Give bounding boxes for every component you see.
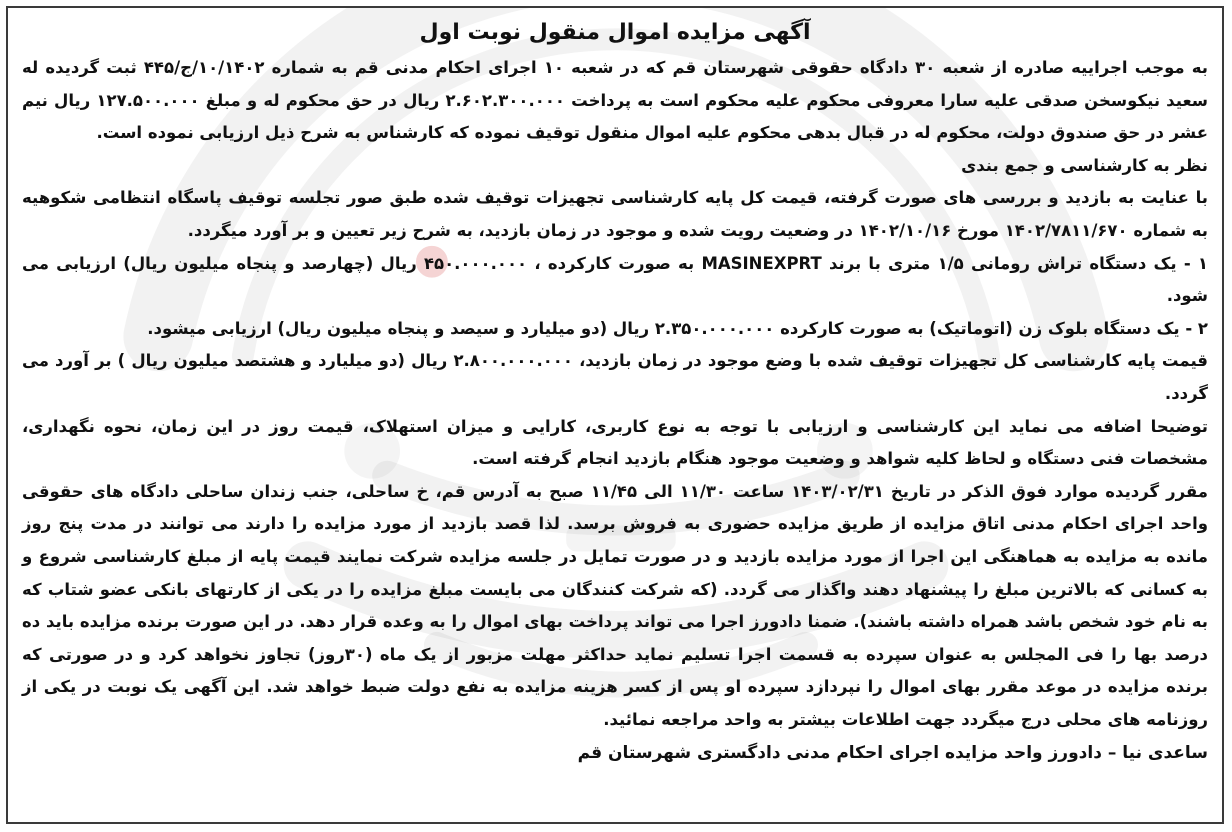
base-price-paragraph: قیمت پایه کارشناسی کل تجهیزات توقیف شده با وضع موجود در زمان بازدید، ۲.۸۰۰.۰۰۰.۰۰۰ ریال (دو میلیارد و هشتصد میلیون ریال ) بر آورد می گردد. bbox=[22, 351, 1208, 403]
explanation-paragraph: توضیحا اضافه می نماید این کارشناسی و ارزیابی با توجه به نوع کاربری، کارایی و میزان استهلاک، قیمت روز در این زمان، نحوه نگهداری، مشخصات فنی دستگاه و لحاظ کلیه شواهد و وضعیت موجود هنگام بازدید انجام گرفته است. bbox=[22, 416, 1208, 469]
item-1: ۱ - یک دستگاه تراش رومانی ۱/۵ متری با برند MASINEXPRT به صورت کارکرده ، ۴۵۰.۰۰۰.۰۰۰ ریال (چهارصد و پنجاه میلیون ریال) ارزیابی می شود. bbox=[22, 253, 1208, 306]
intro-paragraph: به موجب اجراییه صادره از شعبه ۳۰ دادگاه حقوقی شهرستان قم که در شعبه ۱۰ اجرای احکام مدنی قم به شماره ۱۰/۱۴۰۲/ج/۴۴۵ ثبت گردیده له سعید نیکوسخن صدقی علیه سارا معروفی محکوم علیه محکوم است به پرداخت ۲.۶۰۲.۳۰۰.۰۰۰ ریال در حق محکوم له و مبلغ ۱۲۷.۵۰۰.۰۰۰ ریال نیم عشر در حق صندوق دولت، محکوم له در قبال بدهی محکوم علیه اموال منقول توقیف نموده که کارشناس به شرح ذیل ارزیابی نموده است. bbox=[22, 58, 1208, 143]
expert-heading: نظر به کارشناسی و جمع بندی bbox=[961, 155, 1208, 175]
item-2: ۲ - یک دستگاه بلوک زن (اتوماتیک) به صورت کارکرده ۲.۳۵۰.۰۰۰.۰۰۰ ریال (دو میلیارد و سیصد و پنجاه میلیون ریال) ارزیابی میشود. bbox=[147, 318, 1208, 338]
expert-paragraph: با عنایت به بازدید و بررسی های صورت گرفته، قیمت کل پایه کارشناسی تجهیزات توقیف شده طبق صور تجلسه توقیف پاسگاه انتظامی شکوهیه به شماره ۱۴۰۲/۷۸۱۱/۶۷۰ مورخ ۱۴۰۲/۱۰/۱۶ در وضعیت رویت شده و موجود در زمان بازدید، به شرح زیر تعیین و بر آورد میگردد. bbox=[22, 188, 1208, 240]
notice-frame bbox=[6, 6, 1224, 824]
auction-terms-paragraph: مقرر گردیده موارد فوق الذکر در تاریخ ۱۴۰۳/۰۲/۳۱ ساعت ۱۱/۳۰ الی ۱۱/۴۵ صبح به آدرس قم، خ ساحلی، جنب زندان ساحلی دادگاه های حقوقی واحد اجرای احکام مدنی اتاق مزایده از طریق مزایده حضوری به فروش برسد. لذا قصد بازدید از مورد مزایده را دارند می توانند در مدت پنج روز مانده به مزایده به هماهنگی این اجرا از مورد مزایده بازدید و در صورت تمایل در جلسه مزایده شرکت نمایند قیمت پایه از مبلغ کارشناسی شروع و به کسانی که بالاترین مبلغ را پیشنهاد دهند واگذار می گردد. (که شرکت کنندگان می بایست مبلغ مزایده را در یکی از کارتهای بانکی عضو شتاب که به نام خود شخص باشد همراه داشته باشند). ضمنا دادورز اجرا می تواند پرداخت بهای اموال را به وعده قرار دهد. در این صورت برنده مزایده باید ده درصد بها را فی المجلس به عنوان سپرده به قسمت اجرا تسلیم نماید حداکثر مهلت مزبور از یک ماه (۳۰روز) تجاوز نخواهد کرد و در صورتی که برنده مزایده در موعد مقرر بهای اموال را نپردازد سپرده او پس از کسر هزینه مزایده به نفع دولت ضبط خواهد شد. این آگهی یک نوبت در یکی از روزنامه های محلی درج میگردد جهت اطلاعات بیشتر به واحد مراجعه نمائید. bbox=[22, 481, 1208, 729]
notice-body bbox=[22, 16, 1208, 814]
notice-title: آگهی مزایده اموال منقول نوبت اول bbox=[419, 20, 811, 45]
signature-line: ساعدی نیا – دادورز واحد مزایده اجرای احکام مدنی دادگستری شهرستان قم bbox=[577, 743, 1208, 764]
